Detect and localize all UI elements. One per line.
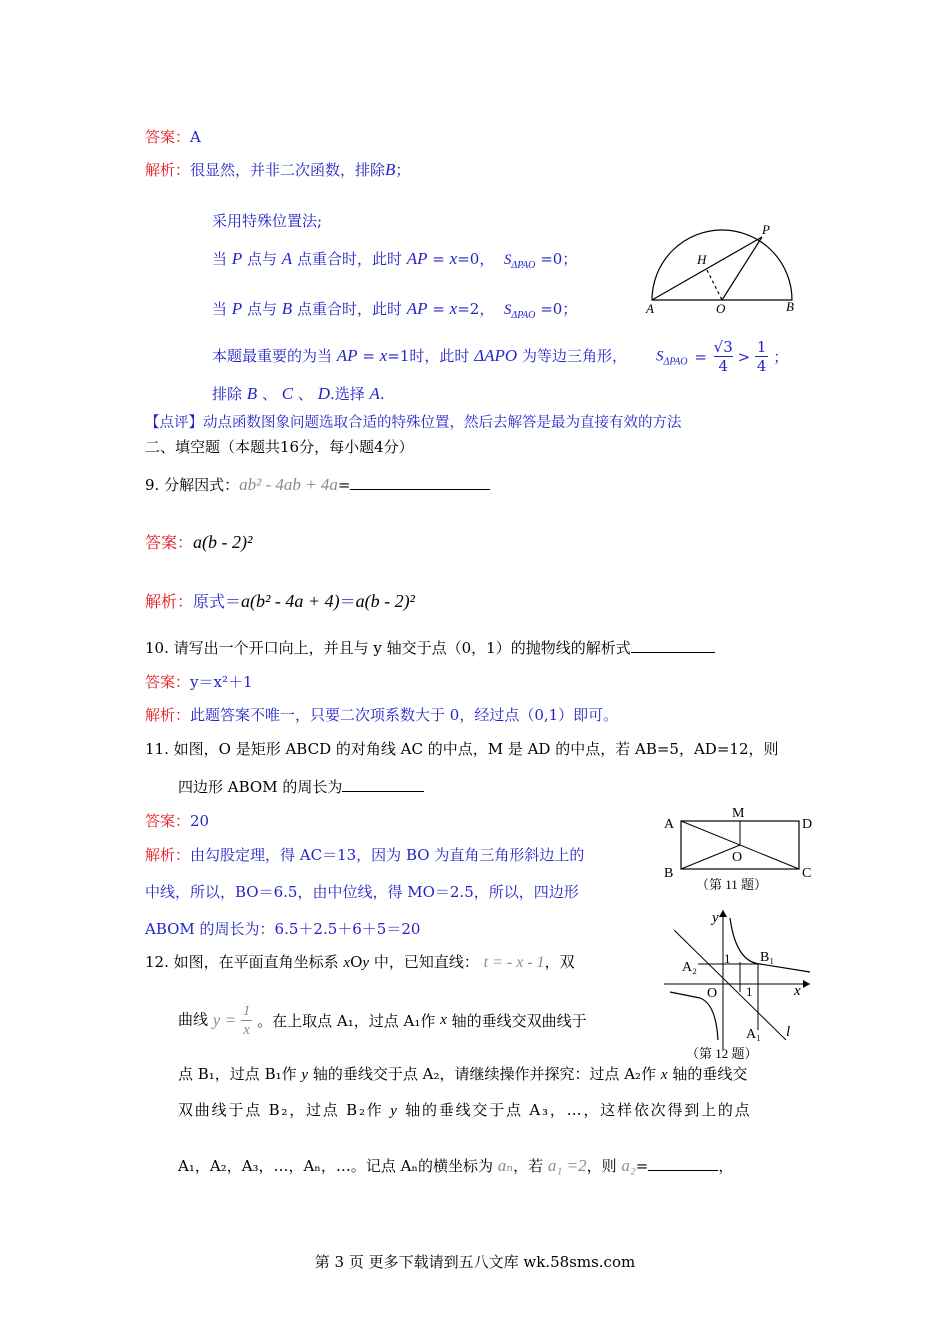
q8-answer — [145, 126, 201, 147]
q12-stem5: A₁，A₂，A₃，…，Aₙ，…。记点 Aₙ的横坐标为 aₙ，若 a₁ =2，则 a₂= ， — [178, 1156, 734, 1175]
x-axis-arrow — [803, 980, 810, 988]
answer-value: A — [190, 128, 201, 146]
answer-label: 答案： — [145, 128, 191, 146]
label-C: C — [802, 866, 812, 881]
q9-analysis: 解析：原式＝a(b² - 4a + 4)＝a(b - 2)² — [145, 591, 415, 611]
label-B1: B₁ — [760, 950, 775, 965]
q10-stem: 10. 请写出一个开口向上，并且与 y 轴交于点（0，1）的抛物线的解析式 — [145, 637, 715, 658]
label-A2: A₂ — [682, 960, 697, 975]
q11-answer: 答案：20 — [145, 812, 210, 830]
label-A1: A₁ — [746, 1027, 761, 1042]
q12-stem3: 点 B₁，过点 B₁作 y 轴的垂线交于点 A₂，请继续操作并探究：过点 A₂作 x 轴的垂线交 — [178, 1065, 748, 1083]
rectangle-figure — [660, 803, 820, 895]
chord-AP — [652, 237, 762, 300]
q11-stem2: 四边形 ABOM 的周长为 — [178, 776, 424, 797]
q9-answer: 答案：a(b - 2)² — [145, 532, 253, 552]
q11-analysis2: 中线，所以，BO＝6.5，由中位线，得 MO＝2.5，所以，四边形 — [145, 883, 579, 901]
analysis-label: 解析： — [145, 161, 191, 179]
label-A: A — [646, 301, 654, 316]
label-O: O — [716, 301, 726, 316]
q8-comment: 【点评】动点函数图象问题选取合适的特殊位置，然后去解答是最为直接有效的方法 — [145, 415, 682, 431]
label-A: A — [664, 817, 675, 832]
label-H: H — [697, 252, 707, 267]
semicircle-figure — [640, 220, 810, 320]
q8-method: 采用特殊位置法; — [212, 212, 323, 230]
q12-stem2: 曲线 y = $\frac{1}{x}$ 。在上取点 A₁，过点 A₁作 x 轴的垂线交双曲线于 — [178, 1003, 587, 1038]
segment-OH — [707, 270, 722, 300]
figure-caption: （第 11 题） — [696, 877, 768, 892]
q9-stem: 9. 分解因式：ab² - 4ab + 4a= — [145, 474, 490, 495]
label-B: B — [786, 299, 794, 314]
label-B: B — [664, 866, 674, 881]
q11-analysis3: ABOM 的周长为：6.5＋2.5＋6＋5＝20 — [145, 920, 421, 938]
label-one-y: 1 — [724, 951, 731, 966]
label-M: M — [732, 806, 745, 821]
label-x: x — [794, 983, 801, 999]
hyperbola-figure — [660, 900, 820, 1065]
label-one-x: 1 — [746, 984, 753, 999]
label-P: P — [762, 222, 770, 237]
label-y: y — [712, 910, 719, 926]
q8-line4: 排除 B 、 C 、 D.选择 A. — [212, 384, 385, 403]
q10-analysis: 解析：此题答案不唯一，只要二次项系数大于 0，经过点（0,1）即可。 — [145, 706, 619, 724]
segment-OP — [722, 237, 762, 300]
page-footer: 第 3 页 更多下载请到五八文库 wk.58sms.com — [314, 1253, 636, 1271]
label-O: O — [707, 986, 718, 1001]
y-axis-arrow — [719, 910, 727, 917]
figure-caption: （第 12 题） — [686, 1046, 758, 1061]
label-l: l — [786, 1024, 791, 1040]
q8-line1: 当 P 点与 A 点重合时，此时 AP = x=0， $S_{\Delta PAO} =0$； — [212, 249, 578, 271]
q12-stem4: 双曲线于点 B₂，过点 B₂作 y 轴的垂线交于点 A₃，…，这样依次得到上的点 — [178, 1101, 752, 1119]
section-heading: 二、填空题（本题共16分，每小题4分） — [145, 438, 414, 456]
q11-analysis1: 解析：由勾股定理，得 AC＝13，因为 BO 为直角三角形斜边上的 — [145, 846, 585, 864]
label-D: D — [802, 817, 813, 832]
q8-line2: 当 P 点与 B 点重合时，此时 AP = x=2， $S_{\Delta PAO} =0$； — [212, 299, 578, 321]
label-O: O — [732, 850, 743, 865]
q12-stem1: 12. 如图，在平面直角坐标系 xOy 中，已知直线： t = - x - 1，双 — [145, 953, 575, 971]
semicircle-arc — [652, 230, 792, 300]
q8-analysis: 解析：很显然，并非二次函数，排除B； — [145, 160, 411, 179]
q10-answer: 答案：y＝x²＋1 — [145, 673, 253, 691]
line-l — [674, 930, 786, 1040]
q11-stem1: 11. 如图，O 是矩形 ABCD 的对角线 AC 的中点，M 是 AD 的中点，若 AB=5，AD=12，则 — [145, 740, 779, 758]
q8-area-formula: $S_{\Delta PAO}$ = $\frac{√3}{4}$ > $\frac{1}{4}$ ； — [656, 338, 789, 375]
q8-line3: 本题最重要的为当 AP = x=1时，此时 ΔAPO 为等边三角形， — [212, 346, 627, 365]
